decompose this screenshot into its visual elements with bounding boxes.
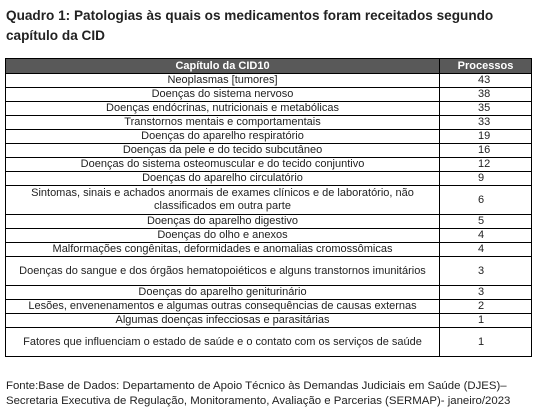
row-count: 6 xyxy=(440,186,532,215)
row-count: 5 xyxy=(440,215,532,229)
source-note: Fonte:Base de Dados: Departamento de Apoio Técnico às Demandas Judiciais em Saúde (DJES)– Secretaria Executiva de Regulação, Monitoramento, Avaliação e Parcerias (SERMAP)- janeiro/2023 xyxy=(6,380,511,407)
table-row xyxy=(6,102,532,116)
table-row xyxy=(6,286,532,300)
table-row xyxy=(6,74,532,88)
table-row xyxy=(6,300,532,314)
header-chapter: Capítulo da CID10 xyxy=(6,59,440,74)
table-row xyxy=(6,257,532,286)
document-title: Quadro 1: Patologias às quais os medicamentos foram receitados segundo capítulo da CID xyxy=(6,8,494,43)
row-category: Doenças do olho e anexos xyxy=(6,229,440,243)
row-category: Doenças do aparelho digestivo xyxy=(6,215,440,229)
row-count: 12 xyxy=(440,158,532,172)
table-row xyxy=(6,186,532,215)
row-category: Lesões, envenenamentos e algumas outras consequências de causas externas xyxy=(6,300,440,314)
row-count: 43 xyxy=(440,74,532,88)
table-header-row xyxy=(6,59,532,74)
row-category: Sintomas, sinais e achados anormais de exames clínicos e de laboratório, não classificados em outra parte xyxy=(6,186,440,215)
table-row xyxy=(6,158,532,172)
row-category: Transtornos mentais e comportamentais xyxy=(6,116,440,130)
table-row xyxy=(6,243,532,257)
row-category: Doenças do sistema nervoso xyxy=(6,88,440,102)
table-row xyxy=(6,229,532,243)
row-category: Fatores que influenciam o estado de saúde e o contato com os serviços de saúde xyxy=(6,328,440,357)
row-count: 33 xyxy=(440,116,532,130)
row-count: 1 xyxy=(440,314,532,328)
row-category: Doenças endócrinas, nutricionais e metabólicas xyxy=(6,102,440,116)
row-category: Doenças do aparelho respiratório xyxy=(6,130,440,144)
table-row xyxy=(6,88,532,102)
row-category: Malformações congênitas, deformidades e anomalias cromossômicas xyxy=(6,243,440,257)
table-row xyxy=(6,314,532,328)
row-category: Doenças do aparelho geniturinário xyxy=(6,286,440,300)
row-count: 19 xyxy=(440,130,532,144)
row-count: 16 xyxy=(440,144,532,158)
row-count: 38 xyxy=(440,88,532,102)
table-row xyxy=(6,172,532,186)
row-category: Algumas doenças infecciosas e parasitárias xyxy=(6,314,440,328)
table-row xyxy=(6,116,532,130)
row-category: Doenças da pele e do tecido subcutâneo xyxy=(6,144,440,158)
row-category: Doenças do aparelho circulatório xyxy=(6,172,440,186)
pathology-table-container xyxy=(5,58,531,357)
row-category: Doenças do sistema osteomuscular e do tecido conjuntivo xyxy=(6,158,440,172)
table-row xyxy=(6,215,532,229)
header-processes: Processos xyxy=(440,59,532,74)
table-row xyxy=(6,144,532,158)
row-category: Neoplasmas [tumores] xyxy=(6,74,440,88)
row-count: 4 xyxy=(440,229,532,243)
row-count: 3 xyxy=(440,286,532,300)
pathology-table xyxy=(5,58,532,357)
table-row xyxy=(6,328,532,357)
row-count: 35 xyxy=(440,102,532,116)
table-row xyxy=(6,130,532,144)
row-count: 9 xyxy=(440,172,532,186)
row-count: 3 xyxy=(440,257,532,286)
row-count: 2 xyxy=(440,300,532,314)
row-count: 1 xyxy=(440,328,532,357)
row-category: Doenças do sangue e dos órgãos hematopoiéticos e alguns transtornos imunitários xyxy=(6,257,440,286)
row-count: 4 xyxy=(440,243,532,257)
